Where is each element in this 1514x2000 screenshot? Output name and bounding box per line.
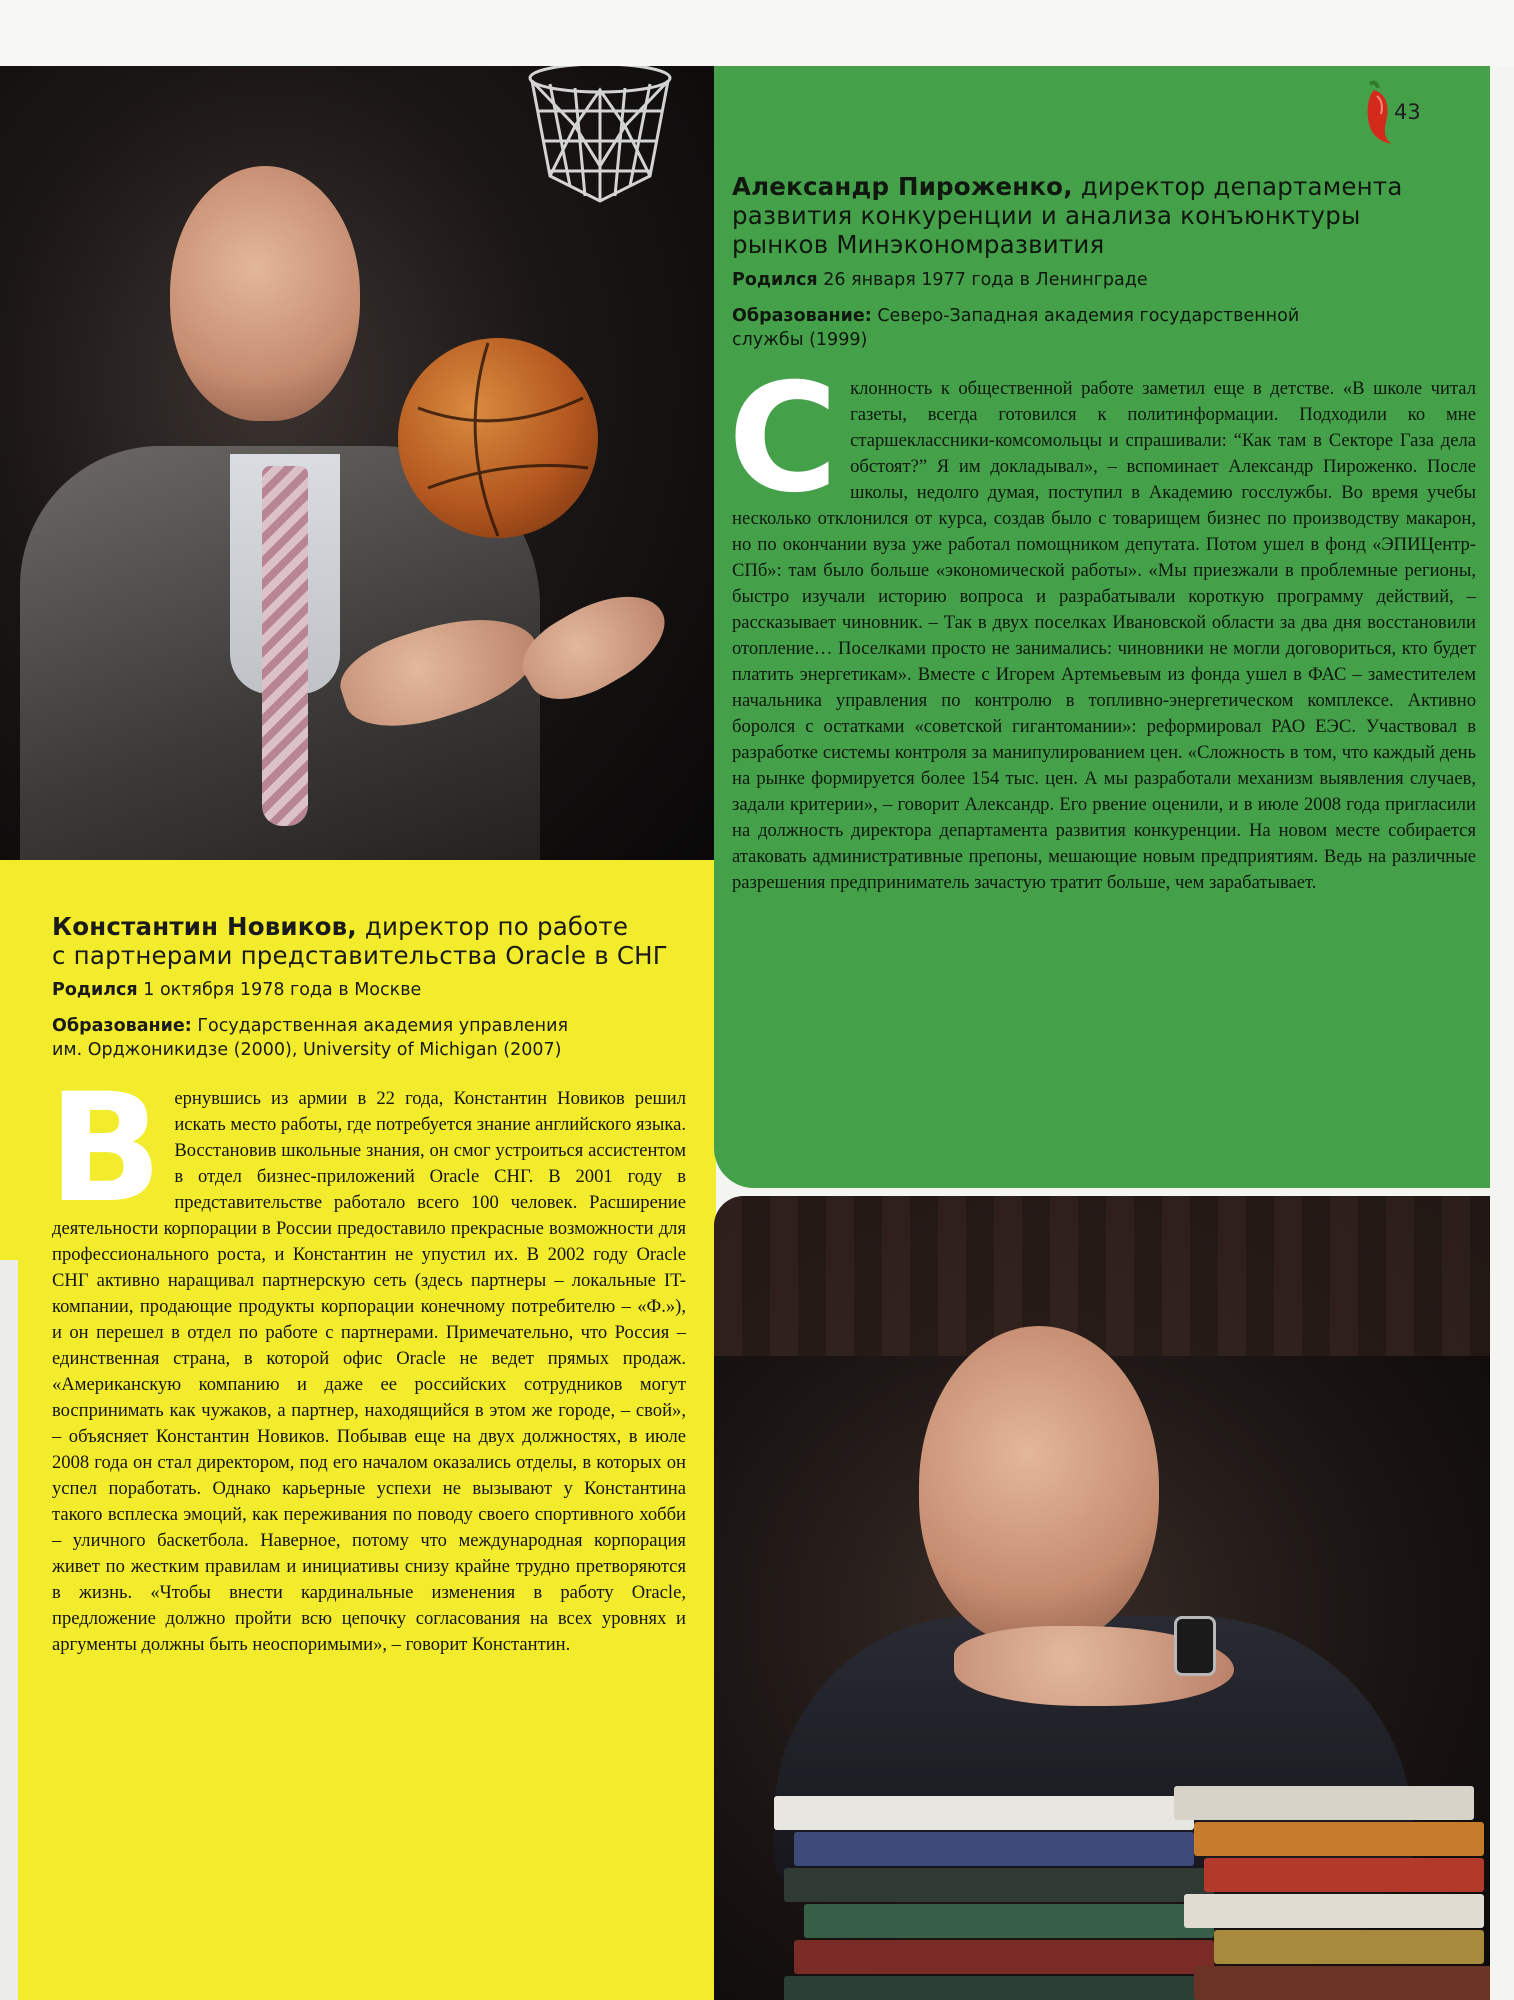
education-label: Образование: — [732, 306, 872, 326]
education-value-continued: им. Орджоникидзе (2000), University of Michigan (2007) — [52, 1040, 562, 1060]
tie — [262, 466, 308, 826]
book — [1214, 1930, 1484, 1964]
born-value: 26 января 1977 года в Ленинграде — [823, 270, 1148, 290]
background-shelves — [714, 1196, 1490, 1356]
education-value: Северо-Западная академия государственной — [877, 306, 1300, 326]
book — [1184, 1894, 1484, 1928]
photo-alexander-pirozhenko — [714, 1196, 1490, 2000]
person-title: директор департамента — [1080, 172, 1403, 201]
book — [774, 1796, 1194, 1830]
profile-panel-right — [714, 66, 1490, 1188]
stack-of-books — [754, 1756, 1490, 2000]
person-name: Александр Пироженко, — [732, 172, 1073, 201]
article-text: клонность к общественной работе заметил еще в детстве. «В школе читал газеты, всегда готовился к политинформации. Подходили ко мне старшеклассники-комсомольцы и спрашивали: “Как там в Секторе Газа дела обстоят?” Я им докладывал», – вспоминает Александр Пироженко. После школы, недолго думая, поступил в Академию госслужбы. Во время учебы несколько отклонился от курса, создав было с товарищем бизнес по производству макарон, но по окончании вуза уже работал помощником депутата. Потом ушел в фонд «ЭПИЦентр-СПб»: там было больше «экономической работы». «Мы приезжали в проблемные регионы, быстро изучали историю вопроса и разрабатывали короткую программу действий, – рассказывает чиновник. – Так в двух поселках Ивановской области за два дня восстановили отопление… Поселками просто не занимались: чиновники не могли договориться, кто будет платить энергетикам». Вместе с Игорем Артемьевым из фонда ушел в ФАС – заместителем начальника управления по контролю в топливно-энергетическом комплексе. Активно боролся с остатками «советской гигантомании»: реформировал РАО ЕЭС. Участвовал в разработке системы контроля за манипулированием цен. «Сложность в том, что каждый день на рынке формируется более 154 тыс. цен. А мы разработали механизм выявления случаев, задали критерии», – говорит Александр. Его рвение оценили, и в июле 2008 года пригласили на должность директора департамента развития конкуренции. На новом месте собирается атаковать административные препоны, мешающие новым предприятиям. Ведь на различные разрешения предприниматель зачастую тратит больше, чем зарабатывает. — [732, 378, 1476, 893]
person-title: директор по работе — [364, 912, 629, 941]
birth-info — [732, 268, 1472, 292]
person-title-continued: развития конкуренции и анализа конъюнктуры — [732, 201, 1361, 230]
article-body-left — [48, 1062, 686, 1658]
profile-panel-left — [0, 860, 716, 2000]
drop-cap: С — [728, 352, 839, 526]
person-name: Константин Новиков, — [52, 912, 357, 941]
book — [1194, 1966, 1490, 2000]
birth-info — [52, 978, 692, 1002]
photo-konstantin-novikov — [0, 66, 716, 896]
person-title-continued: с партнерами представительства Oracle в СНГ — [52, 941, 668, 970]
education-label: Образование: — [52, 1016, 192, 1036]
born-label: Родился — [52, 980, 138, 1000]
basketball-net-icon — [520, 66, 680, 226]
profile-header-left — [52, 912, 692, 970]
education-info — [732, 304, 1472, 352]
article-text: ернувшись из армии в 22 года, Константин Новиков решил искать место работы, где потребуется знание английского языка. Восстановив школьные знания, он смог устроиться ассистентом в отдел бизнес-приложений Oracle СНГ. В 2001 году в представительстве работало всего 100 человек. Расширение деятельности корпорации в России предоставило прекрасные возможности для профессионального роста, и Константин не упустил их. В 2002 году Oracle СНГ активно наращивал партнерскую сеть (здесь партнеры – локальные IT-компании, продающие продукты корпорации конечному потребителю – «Ф.»), и он перешел в отдел по работе с партнерами. Примечательно, что Россия – единственная страна, в которой офис Oracle не ведет прямых продаж. «Американскую компанию и даже ее российских сотрудников могут воспринимать как чужаков, а партнер, находящийся в этом же городе, – свой», – объясняет Константин Новиков. Побывав еще на двух должностях, в июле 2008 года он стал директором, под его началом оказались отделы, в которых он успел поработать. Однако карьерные успехи не вызывают у Константина такого всплеска эмоций, как переживания по поводу своего спортивного хобби – уличного баскетбола. Наверное, потому что международная корпорация живет по жестким правилам и инициативы снизу крайне трудно претворяются в жизнь. «Чтобы внести кардинальные изменения в работу Oracle, предложение должно пройти всю цепочку согласования на всех уровнях и аргументы должны быть неоспоримыми», – говорит Константин. — [52, 1088, 686, 1655]
face — [919, 1326, 1159, 1646]
profile-header-right — [732, 172, 1472, 259]
education-value-continued: службы (1999) — [732, 330, 868, 350]
book — [1174, 1786, 1474, 1820]
article-body-right — [728, 352, 1476, 896]
basketball-seams-icon — [398, 338, 598, 538]
wristwatch-icon — [1174, 1616, 1216, 1676]
drop-cap: В — [48, 1062, 163, 1236]
basketball — [398, 338, 598, 538]
born-value: 1 октября 1978 года в Москве — [143, 980, 422, 1000]
book — [784, 1976, 1224, 2000]
education-value: Государственная академия управления — [197, 1016, 568, 1036]
book — [794, 1832, 1194, 1866]
face — [170, 166, 360, 421]
book — [804, 1904, 1214, 1938]
page-margin-top — [0, 0, 1514, 66]
page-margin-left — [0, 1260, 18, 2000]
book — [794, 1940, 1214, 1974]
born-label: Родился — [732, 270, 818, 290]
book — [784, 1868, 1214, 1902]
education-info — [52, 1014, 692, 1062]
book — [1194, 1822, 1484, 1856]
person-title-continued-2: рынков Минэкономразвития — [732, 230, 1105, 259]
page-number: 43 — [1394, 100, 1421, 124]
book — [1204, 1858, 1484, 1892]
